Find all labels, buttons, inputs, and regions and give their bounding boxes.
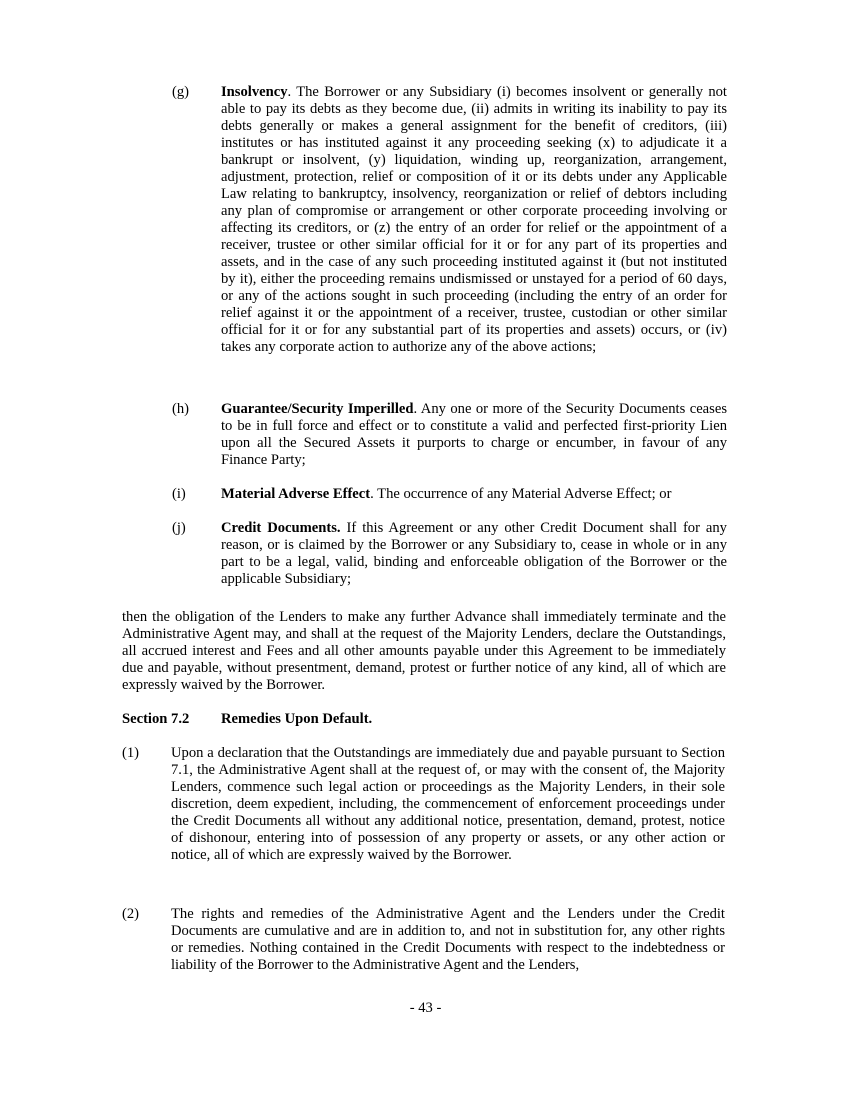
section-heading <box>122 711 372 728</box>
section-title: Remedies Upon Default. <box>221 711 373 727</box>
remedy-item <box>122 745 725 864</box>
remedy-item <box>122 906 725 974</box>
clause-label: (j) <box>172 520 186 536</box>
clause-text: If this Agreement or any other Credit Document shall for any reason, or is claimed by the Borrower or any Subsidiary to, cease in whole or in any part to be a legal, valid, binding and enforceable obligation of the Borrower or the applicable Subsidiary; <box>221 520 727 587</box>
clause-label: (i) <box>172 486 186 502</box>
clause-body <box>221 401 727 469</box>
clause-text: . The occurrence of any Material Adverse Effect; or <box>370 486 672 502</box>
clause-heading: Insolvency <box>221 84 288 100</box>
clause-body <box>221 520 727 588</box>
section-number: Section 7.2 <box>122 711 190 727</box>
clause-text: . The Borrower or any Subsidiary (i) becomes insolvent or generally not able to pay its debts as they become due, (ii) admits in writing its inability to pay its debts generally or makes a general assignment for the benefit of creditors, (iii) institutes or has instituted against it any proceeding seeking (x) to adjudicate it a bankrupt or insolvent, (y) liquidation, winding up, reorganization, arrangement, adjustment, protection, relief or composition of it or its debts under any Applicable Law relating to bankruptcy, insolvency, reorganization or relief of debtors including any plan of compromise or arrangement or other corporate proceeding involving or affecting its creditors, or (z) the entry of an order for relief or the appointment of a receiver, trustee or other similar official for it or for any part of its properties and assets, and in the case of any such proceeding instituted against it (but not instituted by it), either the proceeding remains undismissed or unstayed for a period of 60 days, or any of the actions sought in such proceeding (including the entry of an order for relief against it or the appointment of a receiver, trustee, custodian or other similar official for it or for any substantial part of its properties and assets) occurs, or (iv) takes any corporate action to authorize any of the above actions; <box>221 84 727 355</box>
clause-heading: Guarantee/Security Imperilled <box>221 401 414 417</box>
clause-label: (h) <box>172 401 190 417</box>
clause-g <box>172 84 727 356</box>
clause-h <box>172 401 727 469</box>
remedy-label: (1) <box>122 745 140 761</box>
clause-j <box>172 520 727 588</box>
clause-heading: Material Adverse Effect <box>221 486 371 502</box>
clause-text: . Any one or more of the Security Documents ceases to be in full force and effect or to constitute a valid and perfected first-priority Lien upon all the Secured Assets it purports to charge or encumber, in favour of any Finance Party; <box>221 401 728 468</box>
clause-body <box>221 486 727 503</box>
clause-i <box>172 486 727 503</box>
clause-heading: Credit Documents. <box>221 520 341 536</box>
then-paragraph: then the obligation of the Lenders to make any further Advance shall immediately terminate and the Administrative Agent may, and shall at the request of the Majority Lenders, declare the Outstandings, all accrued interest and Fees and all other amounts payable under this Agreement to be immediately due and payable, without presentment, demand, protest or further notice of any kind, all of which are expressly waived by the Borrower. <box>122 609 726 693</box>
page-number: - 43 - <box>409 1000 442 1016</box>
remedy-text: The rights and remedies of the Administrative Agent and the Lenders under the Credit Documents are cumulative and are in addition to, and not in substitution for, any other rights or remedies. Nothing contained in the Credit Documents with respect to the indebtedness or liability of the Borrower to the Administrative Agent and the Lenders, <box>171 906 725 973</box>
clause-body <box>221 84 727 356</box>
clause-label: (g) <box>172 84 190 100</box>
remedy-label: (2) <box>122 906 140 922</box>
remedy-text: Upon a declaration that the Outstandings are immediately due and payable pursuant to Section 7.1, the Administrative Agent shall at the request of, or may with the consent of, the Majority Lenders, commence such legal action or proceedings as the Majority Lenders, in their sole discretion, deem expedient, including, the commencement of enforcement proceedings under the Credit Documents all without any additional notice, presentation, demand, protest, notice of dishonour, entering into of possession of any property or assets, or any other action or notice, all of which are expressly waived by the Borrower. <box>171 745 725 863</box>
